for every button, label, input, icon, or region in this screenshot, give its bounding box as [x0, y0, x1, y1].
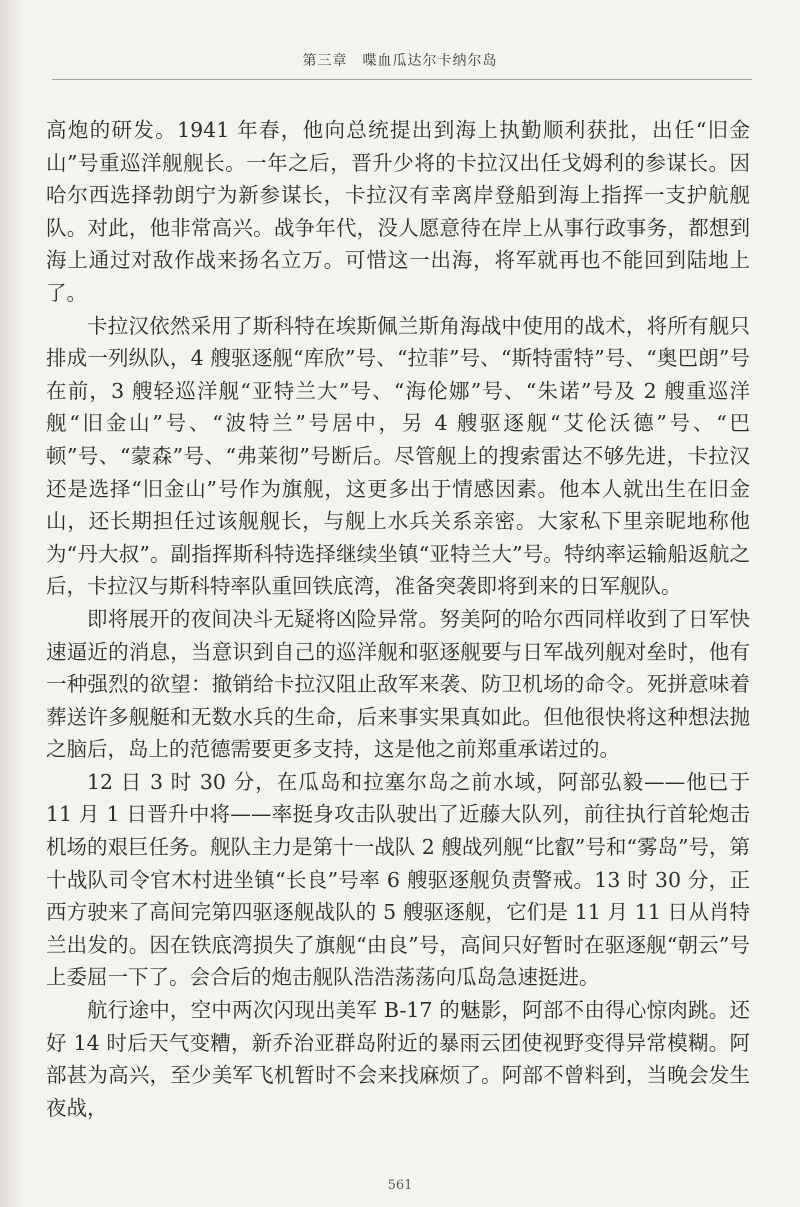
running-header: 第三章 喋血瓜达尔卡纳尔岛	[302, 53, 498, 69]
paragraph-3: 即将展开的夜间决斗无疑将凶险异常。努美阿的哈尔西同样收到了日军快速逼近的消息，当意识到自己的巡洋舰和驱逐舰要与日军战列舰对垒时，他有一种强烈的欲望：撤销给卡拉汉阻止敌军来袭、防卫机场的命令。死拼意味着葬送许多舰艇和无数水兵的生命，后来事实果真如此。但他很快将这种想法抛之脑后，岛上的范德需要更多支持，这是他之前郑重承诺过的。	[46, 606, 750, 762]
header-divider	[52, 79, 752, 80]
body-text	[46, 114, 750, 1124]
paragraph-2: 卡拉汉依然采用了斯科特在埃斯佩兰斯角海战中使用的战术，将所有舰只排成一列纵队，4 艘驱逐舰“库欣”号、“拉菲”号、“斯特雷特”号、“奥巴朗”号在前，3 艘轻巡洋舰“亚特兰大”号、“海伦娜”号、“朱诺”号及 2 艘重巡洋舰“旧金山”号、“波特兰”号居中，另 4 艘驱逐舰“艾伦沃德”号、“巴顿”号、“蒙森”号、“弗莱彻”号断后。尽管舰上的搜索雷达不够先进，卡拉汉还是选择“旧金山”号作为旗舰，这更多出于情感因素。他本人就出生在旧金山，还长期担任过该舰舰长，与舰上水兵关系亲密。大家私下里亲昵地称他为“丹大叔”。副指挥斯科特选择继续坐镇“亚特兰大”号。特纳率运输船返航之后，卡拉汉与斯科特率队重回铁底湾，准备突袭即将到来的日军舰队。	[46, 313, 750, 599]
page-number: 561	[387, 1178, 413, 1193]
page-gutter-shadow	[0, 0, 22, 1207]
paragraph-1: 高炮的研发。1941 年春，他向总统提出到海上执勤顺利获批，出任“旧金山”号重巡洋舰舰长。一年之后，晋升少将的卡拉汉出任戈姆利的参谋长。因哈尔西选择勃朗宁为新参谋长，卡拉汉有幸离岸登船到海上指挥一支护航舰队。对此，他非常高兴。战争年代，没人愿意待在岸上从事行政事务，都想到海上通过对敌作战来扬名立万。可惜这一出海，将军就再也不能回到陆地上了。	[46, 118, 750, 305]
paragraph-5: 航行途中，空中两次闪现出美军 B-17 的魅影，阿部不由得心惊肉跳。还好 14 时后天气变糟，新乔治亚群岛附近的暴雨云团使视野变得异常模糊。阿部甚为高兴，至少美军飞机暂时不会来找麻烦了。阿部不曾料到，当晚会发生夜战，	[46, 998, 750, 1120]
paragraph-4: 12 日 3 时 30 分，在瓜岛和拉塞尔岛之前水域，阿部弘毅——他已于 11 月 1 日晋升中将——率挺身攻击队驶出了近藤大队列，前往执行首轮炮击机场的艰巨任务。舰队主力是第十一战队 2 艘战列舰“比叡”号和“雾岛”号，第十战队司令官木村进坐镇“长良”号率 6 艘驱逐舰负责警戒。13 时 30 分，正西方驶来了高间完第四驱逐舰战队的 5 艘驱逐舰，它们是 11 月 11 日从肖特兰出发的。因在铁底湾损失了旗舰“由良”号，高间只好暂时在驱逐舰“朝云”号上委屈一下了。会合后的炮击舰队浩浩荡荡向瓜岛急速挺进。	[46, 769, 750, 990]
